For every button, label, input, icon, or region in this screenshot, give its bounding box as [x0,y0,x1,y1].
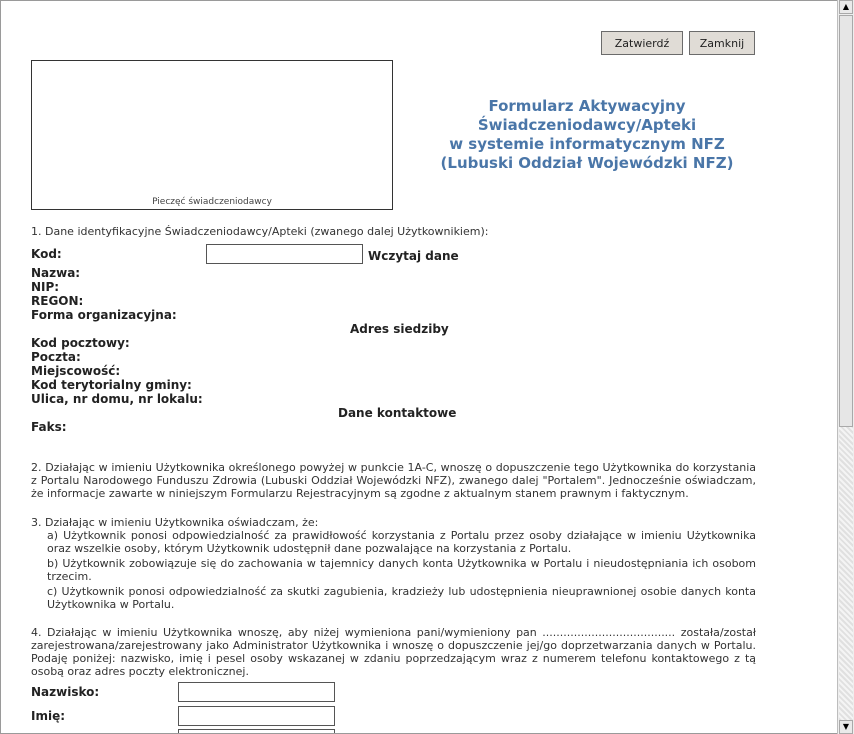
faks-label: Faks: [31,420,67,434]
section-3-c: c) Użytkownik ponosi odpowiedzialność za skutki zagubienia, kradzieży lub udostępnienia nieuprawnionej osobie danych konta Użytkownika w Portalu. [47,585,756,611]
nazwisko-label: Nazwisko: [31,685,100,699]
nip-label: NIP: [31,280,60,294]
scroll-down-icon[interactable]: ▼ [839,720,853,734]
confirm-button[interactable]: Zatwierdź [601,31,683,55]
scroll-track[interactable] [839,427,853,720]
miejscowosc-label: Miejscowość: [31,364,121,378]
section-3-a: a) Użytkownik ponosi odpowiedzialność za prawidłowość korzystania z Portalu przez osoby działające w imieniu Użytkownika oraz wszelkie osoby, którym Użytkownik udostępnił dane pozwalające na korzystania z Portalu. [47,529,756,555]
poczta-label: Poczta: [31,350,81,364]
title-line-2: Świadczeniodawcy/Apteki [477,116,697,134]
stamp-box [31,60,393,210]
address-heading: Adres siedziby [350,322,449,336]
ulica-label: Ulica, nr domu, nr lokalu: [31,392,203,406]
page-title [411,97,763,173]
kod-terytorialny-label: Kod terytorialny gminy: [31,378,192,392]
load-data-link[interactable]: Wczytaj dane [368,249,459,263]
section-3-b: b) Użytkownik zobowiązuje się do zachowania w tajemnicy danych konta Użytkownika w Portalu i nieudostępniania ich osobom trzecim. [47,557,756,583]
title-line-3: w systemie informatycznym NFZ [449,135,725,153]
contact-heading: Dane kontaktowe [338,406,457,420]
next-input-partial[interactable] [178,729,335,734]
kod-label: Kod: [31,247,62,261]
section-4-text: 4. Działając w imieniu Użytkownika wnoszę, aby niżej wymieniona pani/wymieniony pan ...................................... została/został zarejestrowana/zarejestrowany jako Administrator Użytkownika i wnoszę o dopuszczenie jej/go doprzetwarzania danych w Portalu. Podaję poniżej: nazwisko, imię i pesel osoby wskazanej w zdaniu poprzedzającym wraz z numerem telefonu kontaktowego z tą osobą oraz adres poczty elektronicznej. [31,626,756,678]
stamp-caption: Pieczęć świadczeniodawcy [152,197,272,207]
vertical-scrollbar[interactable] [837,0,854,734]
regon-label: REGON: [31,294,84,308]
nazwa-label: Nazwa: [31,266,81,280]
title-line-4: (Lubuski Oddział Wojewódzki NFZ) [440,154,734,172]
scroll-up-icon[interactable]: ▲ [839,0,853,14]
title-line-1: Formularz Aktywacyjny [488,97,686,115]
section-1-heading: 1. Dane identyfikacyjne Świadczeniodawcy/Apteki (zwanego dalej Użytkownikiem): [31,225,489,238]
nazwisko-input[interactable] [178,682,335,702]
kod-input[interactable] [206,244,363,264]
close-button[interactable]: Zamknij [689,31,755,55]
forma-label: Forma organizacyjna: [31,308,177,322]
scroll-thumb[interactable] [839,15,853,427]
imie-label: Imię: [31,709,66,723]
section-2-text: 2. Działając w imieniu Użytkownika określonego powyżej w punkcie 1A-C, wnoszę o dopuszczenie tego Użytkownika do korzystania z Portalu Narodowego Funduszu Zdrowia (Lubuski Oddział Wojewódzki NFZ), zwanego dalej "Portalem". Jednocześnie oświadczam, że informacje zawarte w niniejszym Formularzu Rejestracyjnym są zgodne z aktualnym stanem prawnym i faktycznym. [31,461,756,500]
imie-input[interactable] [178,706,335,726]
section-3-intro: 3. Działając w imieniu Użytkownika oświadczam, że: [31,516,319,529]
kod-pocztowy-label: Kod pocztowy: [31,336,130,350]
